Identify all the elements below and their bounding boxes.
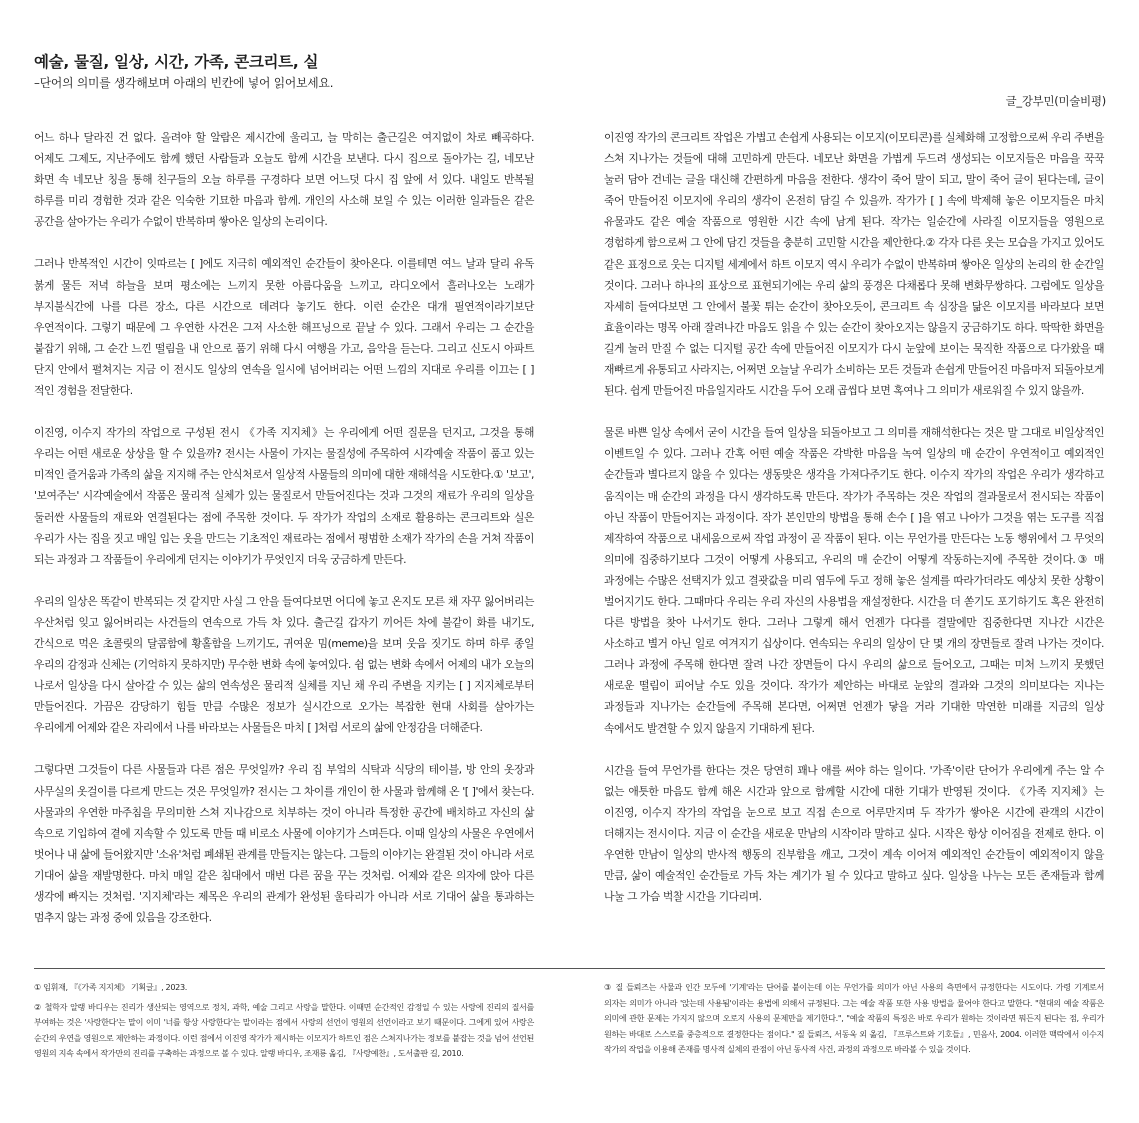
paragraph: 어느 하나 달라진 건 없다. 올려야 할 알람은 제시간에 울리고, 늘 막히는 출근길은 여지없이 차로 빼곡하다. 어제도 그제도, 지난주에도 함께 했던 사람들과 오늘도 함께 시간을 보낸다. 다시 집으로 돌아가는 길, 네모난 화면 속 네모난 칭을 통해 친구들의 오늘 하루를 구경하다 보면 어느덧 다시 집 앞에 서 있다. 내일도 반복될 하루를 미리 경험한 것과 같은 익숙한 기묘한 마음과 함께. 개인의 사소해 보일 수 있는 이러한 일과들은 같은 공간을 살아가는 우리가 수없이 반복하며 쌓아온 일상의 논리이다. [34,131,534,229]
paragraph: 우리의 일상은 똑같이 반복되는 것 같지만 사실 그 안을 들여다보면 어디에 놓고 온지도 모른 채 자꾸 잃어버리는 우산처럼 잊고 잃어버리는 사건들의 연속으로 가득 차 있다. 출근길 갑자기 끼어든 차에 불같이 화를 내기도, 간식으로 먹은 초콜릿의 달콤함에 황홀함을 느끼기도, 귀여운 밈(meme)을 보며 웃음 짓기도 하며 하루 종일 우리의 감정과 신체는 (기억하지 못하지만) 무수한 변화 속에 놓여있다. 쉼 없는 변화 속에서 어제의 내가 오늘의 나로서 일상을 다시 살아갈 수 있는 삶의 연속성은 물리적 실체를 지닌 채 우리 주변을 지키는 [ ] 지지체로부터 만들어진다. 가끔은 감당하기 힘들 만큼 수많은 정보가 실시간으로 오가는 복잡한 현대 사회를 살아가는 우리에게 어제와 같은 자리에서 나를 바라보는 사물들은 마치 [ ]처럼 서로의 삶에 안정감을 더해준다. [34,594,534,735]
paragraph: 이진영 작가의 콘크리트 작업은 가볍고 손쉽게 사용되는 이모지(이모티콘)를 실체화해 고정함으로써 우리 주변을 스쳐 지나가는 것들에 대해 고민하게 만든다. 네모난 화면을 가볍게 두드려 생성되는 이모지들은 마음을 꾹꾹 눌러 담아 건네는 글을 대신해 간편하게 마음을 전한다. 생각이 죽어 말이 되고, 말이 죽어 글이 된다는데, 글이 죽어 만들어진 이모지에 우리의 생각이 온전히 담길 수 있을까. 작가가 [ ] 속에 박제해 놓은 이모지들은 마치 유물과도 같은 예술 작품으로 영원한 시간 속에 남게 된다. 작가는 일순간에 사라질 이모지들을 영원으로 경험하게 함으로써 그 안에 담긴 것들을 충분히 고민할 시간을 제안한다.② 각자 다른 옷는 모습을 가지고 있어도 같은 표정으로 웃는 디지털 세계에서 하트 이모지 역시 우리가 수없이 반복하며 쌓아온 일상의 논리의 한 순간일 것이다. 그러나 하나의 표상으로 표현되기에는 우리 삶의 풍경은 다채롭다 못해 변화무쌍하다. 그럼에도 일상을 자세히 들여다보면 그 안에서 불꽃 튀는 순간이 찾아오듯이, 콘크리트 속 심장을 닮은 이모지를 바라보다 보면 효율이라는 명목 아래 잘려나간 마음도 읽을 수 있는 순간이 찾아오지는 않을지 궁금하기도 하다. 딱딱한 화면을 길게 눌러 만질 수 없는 디지털 공간 속에 만들어진 이모지가 다시 눈앞에 보이는 묵직한 작품으로 다가왔을 때 재빠르게 유통되고 사라지는, 어쩌면 오늘날 우리가 소비하는 모든 것들과 손쉽게 만들어진 마음마저 되돌아보게 된다. 쉽게 만들어진 마음일지라도 시간을 두어 오래 곱씹다 보면 혹여나 그 의미가 새로워질 수 있지 않을까. [604,131,1104,398]
left-column [34,127,534,949]
article-title: 예술, 물질, 일상, 시간, 가족, 콘크리트, 실 [34,53,319,71]
paragraph: 그러나 반복적인 시간이 잇따르는 [ ]에도 지극히 예외적인 순간들이 찾아온다. 이를테면 여느 날과 달리 유독 붉게 물든 저녁 하늘을 보며 평소에는 느끼지 못한 아름다움을 느끼고, 라디오에서 흘러나오는 노래가 부지불식간에 나를 다른 장소, 다른 시간으로 데려다 놓기도 한다. 이런 순간은 대개 필연적이라기보단 우연적이다. 그렇기 때문에 그 우연한 사건은 그저 사소한 해프닝으로 끝날 수 있다. 그래서 우리는 그 순간을 붙잡기 위해, 그 순간 느낀 떨림을 내 안으로 품기 위해 다시 여행을 가고, 음악을 듣는다. 그리고 신도시 아파트 단지 안에서 펼쳐지는 지금 이 전시도 일상의 연속을 일시에 넘어버리는 어떤 느낌의 지대로 우리를 이끄는 [ ]적인 경험을 전달한다. [34,257,534,398]
paragraph: 이진영, 이수지 작가의 작업으로 구성된 전시 《가족 지지체》는 우리에게 어떤 질문을 던지고, 그것을 통해 우리는 어떤 새로운 상상을 할 수 있을까? 전시는 사물이 가지는 물질성에 주목하여 시각예술 작품이 품고 있는 미적인 즐거움과 가족의 삶을 지지해 주는 안식처로서 일상적 사물들의 의미에 대한 재해석을 시도한다.① '보고', '보여주는' 시각예술에서 작품은 물리적 실체가 있는 물질로서 만들어진다는 것과 그것의 재료가 우리의 일상을 둘러싼 사물들의 재료와 연결된다는 점에 주목한 것이다. 두 작가가 작업의 소재로 활용하는 콘크리트와 실은 우리가 사는 집을 짓고 매일 입는 옷을 만드는 기초적인 재료라는 점에서 평범한 소재가 작가의 손을 거쳐 작품이 되는 과정과 그 작품들이 우리에게 던지는 이야기가 무엇인지 더욱 궁금하게 만든다. [34,426,534,566]
right-column [604,127,1104,928]
footnote-divider [34,968,1105,969]
article-subtitle: –단어의 의미를 생각해보며 아래의 빈칸에 넣어 읽어보세요. [34,76,334,90]
footnotes-left [34,980,534,1066]
paragraph: 그렇다면 그것들이 다른 사물들과 다른 점은 무엇일까? 우리 집 부엌의 식탁과 식당의 테이블, 방 안의 옷장과 사무실의 옷걸이를 다르게 만드는 것은 무엇일까? 전시는 그 차이를 개인이 한 사물과 함께해 온 '[ ]'에서 찾는다. 사물과의 우연한 마주침을 무의미한 스쳐 지나감으로 치부하는 것이 아니라 특정한 공간에 배치하고 자신의 삶 속으로 기입하여 곁에 지속할 수 있도록 만들 때 비로소 사물에 이야기가 스며든다. 이때 일상의 사물은 우연에서 벗어나 내 삶에 들어왔지만 '소유'처럼 폐쇄된 관계를 만들지는 않는다. 그들의 이야기는 완결된 것이 아니라 서로 기대어 삶을 재발명한다. 마치 매일 같은 침대에서 매번 다른 꿈을 꾸는 것처럼. 어제와 같은 의자에 앉아 다른 생각에 빠지는 것처럼. '지지체'라는 제목은 우리의 관계가 완성된 울타리가 아니라 서로 기대어 삶을 통과하는 멈추지 않는 과정 중에 있음을 강조한다. [34,763,534,925]
footnotes-right [604,980,1104,1062]
footnote: ③ 질 들뢰즈는 사물과 인간 모두에 '기계'라는 단어를 붙이는데 이는 무언가를 의미가 아닌 사용의 측면에서 규정한다는 시도이다. 가령 기계로서 의자는 의미가 아니라 '앉는데 사용됨'이라는 용법에 의해서 규정된다. 그는 예술 작품 또한 사용 방법을 물어야 한다고 말한다. "현대의 예술 작품은 의미에 관한 문제는 가지지 않으며 오로지 사용의 문제만을 제기한다.", "예술 작품의 특징은 바로 우리가 원하는 것이라면 뭐든지 된다는 점, 우리가 원하는 바대로 스스로를 중층적으로 결정한다는 점이다." 질 들뢰즈, 서동욱 외 옮김, 『프루스트와 기호들』, 민음사, 2004. 이러한 맥락에서 이수지 작가의 작업을 이용해 존재를 명사적 실체의 관점이 아닌 동사적 사건, 과정의 과정으로 바라볼 수 있을 것이다. [604,982,1104,1055]
paragraph: 물론 바쁜 일상 속에서 굳이 시간을 들여 일상을 되돌아보고 그 의미를 재해석한다는 것은 말 그대로 비일상적인 이벤트일 수 있다. 그러나 간혹 어떤 예술 작품은 각박한 마음을 녹여 일상의 매 순간이 우연적이고 예외적인 순간들과 별다르지 않을 수 있다는 생동맞은 생각을 가져다주기도 한다. 이수지 작가의 작업은 우리가 생각하고 움직이는 매 순간의 과정을 다시 생각하도록 만든다. 작가가 주목하는 것은 작업의 결과물로서 전시되는 작품이 아닌 작품이 만들어지는 과정이다. 작가 본인만의 방법을 통해 손수 [ ]을 엮고 나아가 그것을 엮는 도구를 직접 제작하여 작품으로 내세움으로써 작업 과정이 곧 작품이 된다. 이는 무언가를 만든다는 노동 행위에서 그 무엇의 의미에 집중하기보다 그것이 어떻게 사용되고, 우리의 매 순간이 어떻게 작동하는지에 주목한 것이다.③ 매 과정에는 수많은 선택지가 있고 결괏값을 미리 염두에 두고 정해 놓은 설계를 따라가더라도 예상치 못한 상황이 벌어지기도 한다. 그때마다 우리는 우리 자신의 사용법을 재설정한다. 시간을 더 쏟기도 포기하기도 혹은 완전히 다른 방법을 찾아 나서기도 한다. 그러나 그렇게 해서 언젠가 다다를 결말에만 집중한다면 지나간 시간은 사소하고 별거 아닌 일로 여겨지기 십상이다. 연속되는 우리의 일상이 단 몇 개의 장면들로 잘려 나가는 것이다. 그러나 과정에 주목해 한다면 잘려 나간 장면들이 다시 우리의 삶으로 들어오고, 그때는 미처 느끼지 못했던 새로운 떨림이 피어날 수도 있을 것이다. 작가가 제안하는 바대로 눈앞의 결과와 그것의 의미보다는 지나는 과정들과 지나가는 순간들에 주목해 본다면, 어쩌면 언젠가 닿을 거라 기대한 막연한 미래를 지금의 일상 속에서도 발견할 수 있지 않을지 기대하게 된다. [604,426,1105,735]
article-author: 글_강부민(미술비평) [1005,94,1106,108]
paragraph: 시간을 들여 무언가를 한다는 것은 당연히 꽤나 애를 써야 하는 일이다. '가족'이란 단어가 우리에게 주는 알 수 없는 애틋한 마음도 함께 해온 시간과 앞으로 함께할 시간에 대한 기대가 반영된 것이다. 《가족 지지체》는 이진영, 이수지 작가의 작업을 눈으로 보고 직접 손으로 어루만지며 두 작가가 쌓아온 시간에 관객의 시간이 더해지는 전시이다. 지금 이 순간을 새로운 만남의 시작이라 말하고 싶다. 시작은 항상 이어짐을 전제로 한다. 이 우연한 만남이 일상의 반사적 행동의 진부함을 깨고, 그것이 계속 이어져 예외적인 순간들이 예외적이지 않을 만큼, 삶이 예술적인 순간들로 가득 차는 계기가 될 수 있다고 말하고 싶다. 일상을 나누는 모든 존재들과 함께 나눌 그 가슴 벅찰 시간을 기다리며. [604,763,1104,904]
footnote: ① 임휘재, 『《가족 지지체》 기획글』, 2023. [34,982,187,992]
footnote: ② 철학자 알랭 바디우는 진리가 생산되는 영역으로 정치, 과학, 예술 그리고 사랑을 말한다. 이때면 순간적인 감정일 수 있는 사랑에 진리의 질서를 부여하는 것은 '사랑한다'는 말이 이미 '너를 항상 사랑한다'는 말이라는 점에서 사랑의 선언이 영원의 선언이라고 보기 때문이다. 그에게 있어 사랑은 순간의 우연을 영원으로 제안하는 과정이다. 이런 점에서 이진영 작가가 제시하는 이모지가 하트인 점은 스쳐지나가는 정보를 붙잡는 것을 넘어 선언된 영원의 지속 속에서 작가만의 진리를 구축하는 과정으로 볼 수 있다. 알랭 바디우, 조재룡 옮김, 『사랑예찬』, 도서출판 길, 2010. [34,1001,534,1059]
